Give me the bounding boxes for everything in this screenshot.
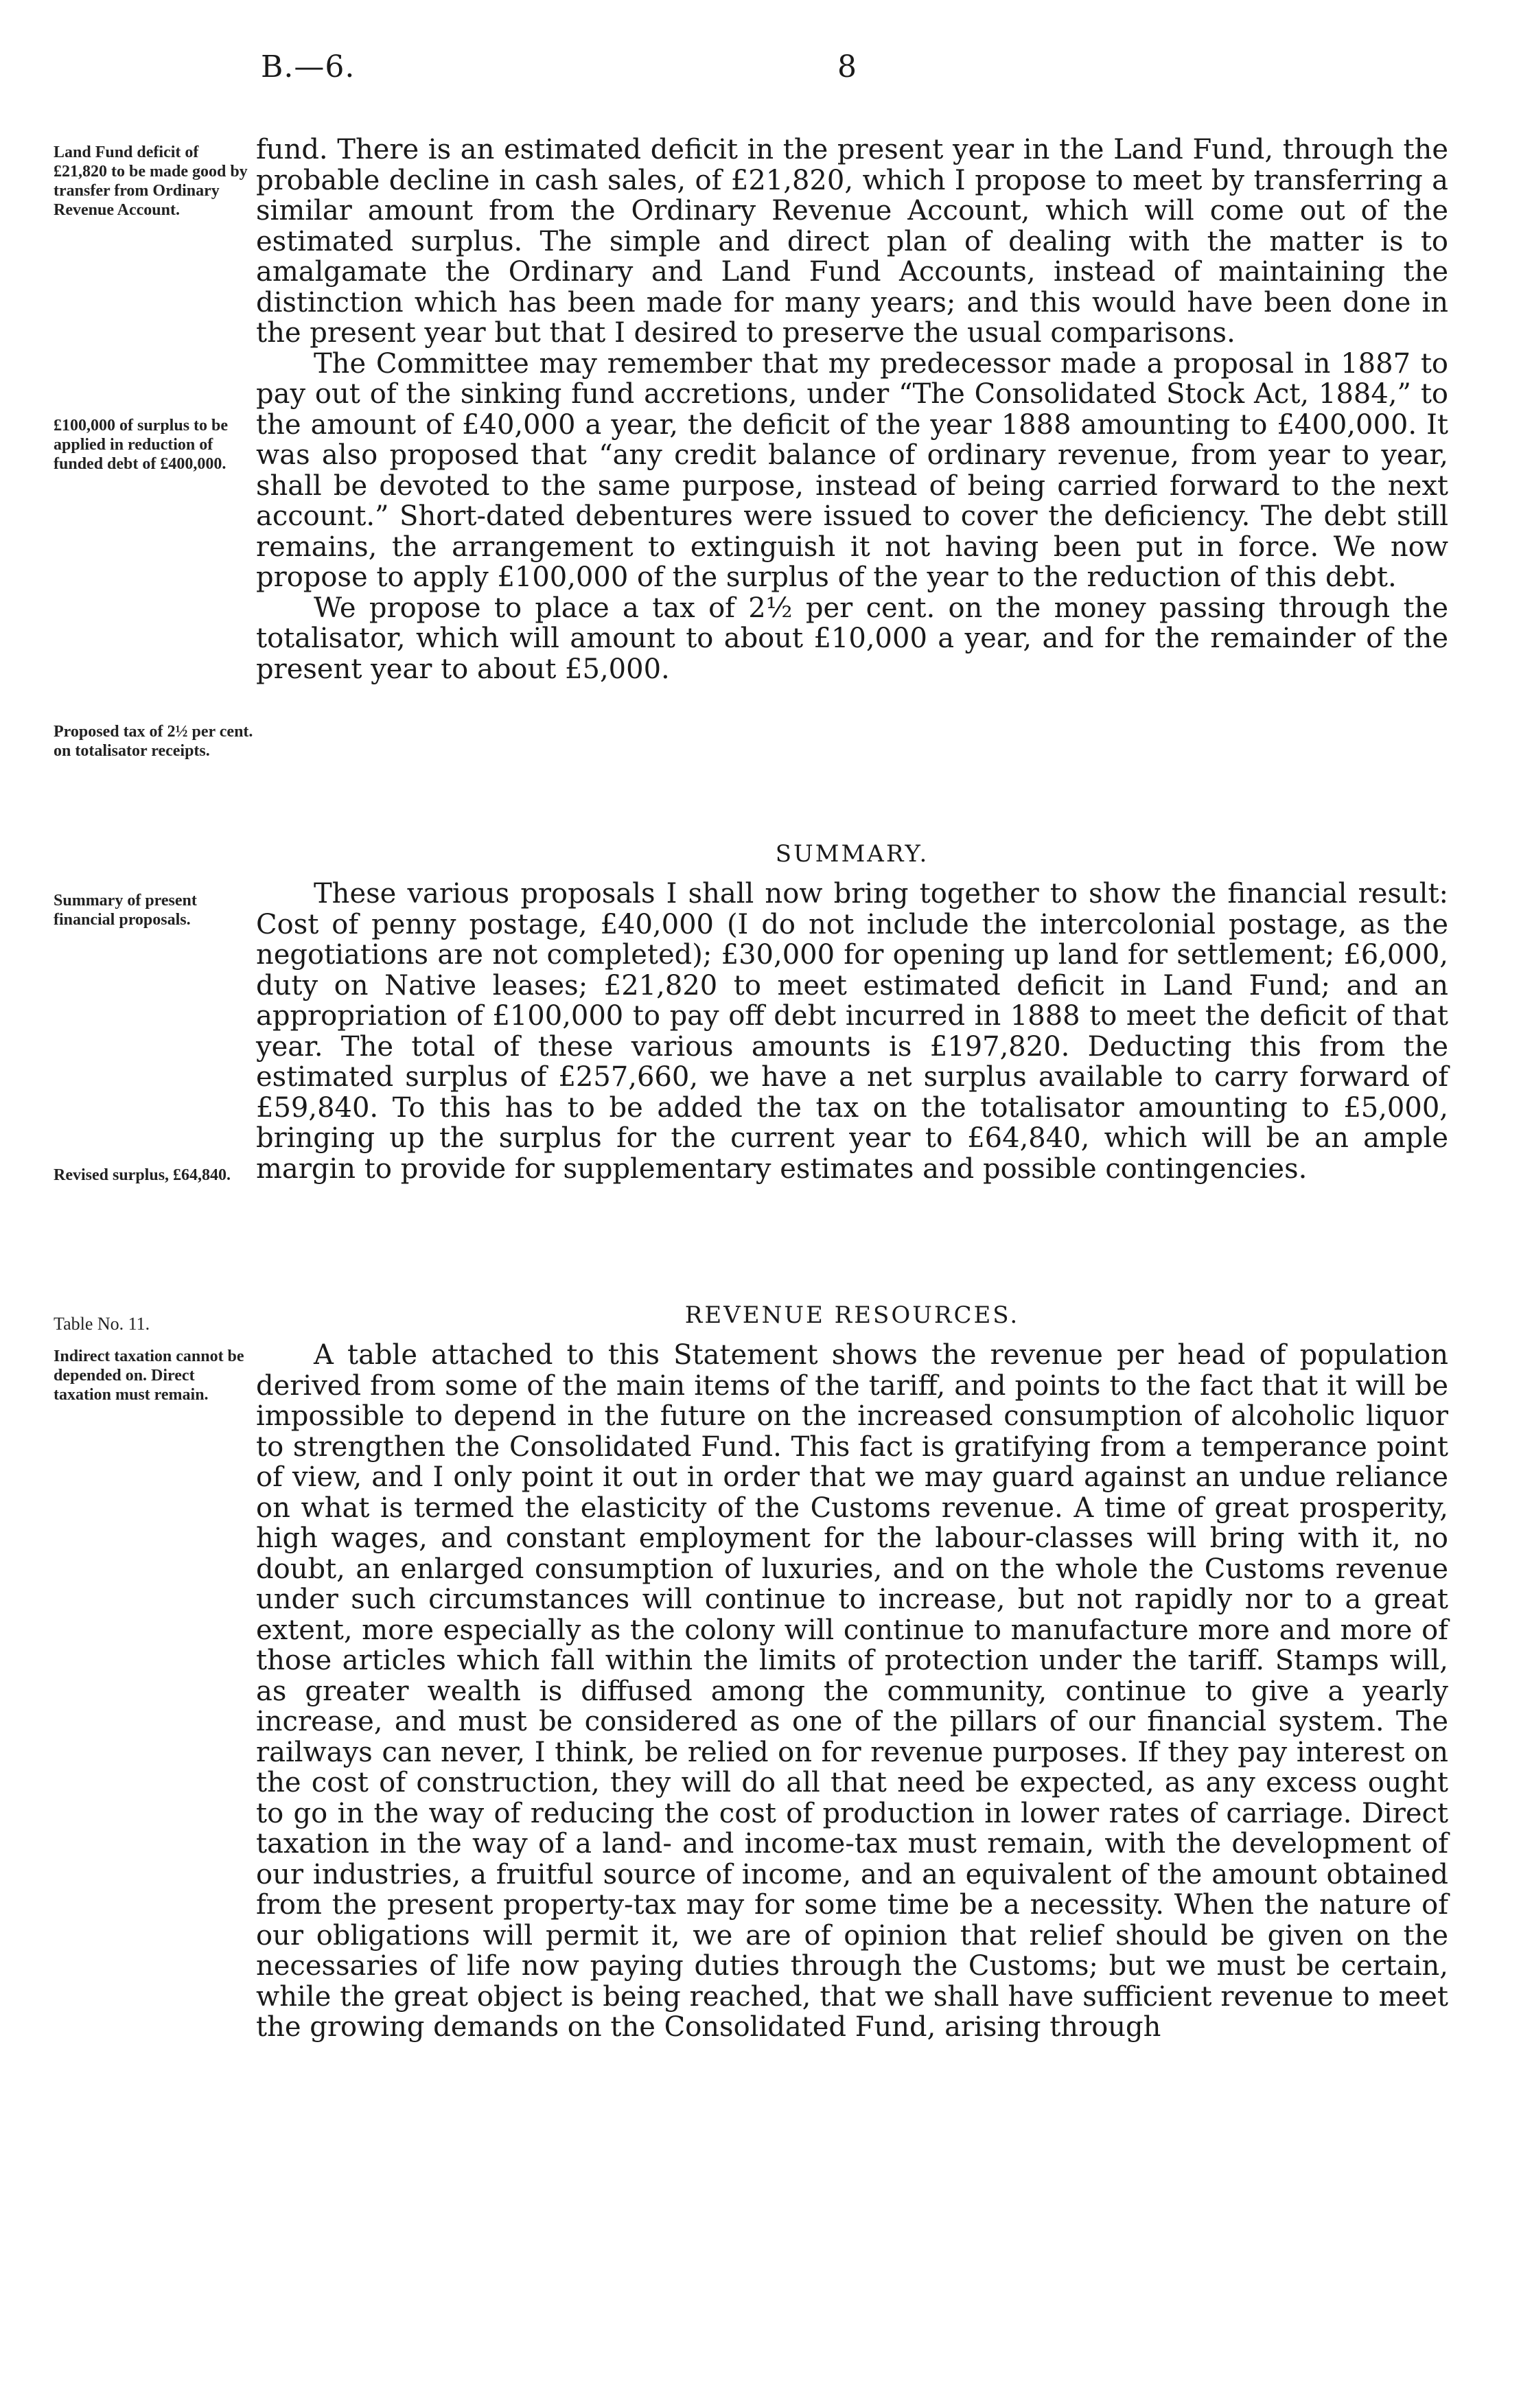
heading-revenue-resources: REVENUE RESOURCES. — [684, 1301, 1020, 1329]
body-section-summary — [256, 879, 1448, 1184]
document-reference: B.—6. — [261, 49, 356, 84]
body-section-revenue — [256, 1340, 1448, 2043]
paragraph-debt-reduction: The Committee may remember that my predecessor made a proposal in 1887 to pay out of the sinking fund accretions, under “The Consolidated Stock Act, 1884,” to the amount of £40,000 a year, the deficit of the year 1888 amounting to £400,000. It was also proposed that “any credit balance of ordinary revenue, from year to year, shall be devoted to the same purpose, instead of being carried forward to the next account.” Short-dated debentures were issued to cover the deficiency. The debt still remains, the arrangement to extinguish it not having been put in force. We now propose to apply £100,000 of the surplus of the year to the reduction of this debt. — [256, 347, 1448, 593]
heading-summary: SUMMARY. — [775, 840, 929, 868]
body-section-land-fund — [256, 135, 1448, 684]
paragraph-land-fund: fund. There is an estimated deficit in the present year in the Land Fund, through the probable decline in cash sales, of £21,820, which I propose to meet by transferring a similar amount from the Ordinary Revenue Account, which will come out of the estimated surplus. The simple and direct plan of dealing with the matter is to amalgamate the Ordinary and Land Fund Accounts, instead of maintaining the distinction which has been made for many years; and this would have been done in the present year but that I desired to preserve the usual comparisons. — [256, 134, 1448, 349]
margin-note-totalisator-tax: Proposed tax of 2½ per cent. on totalisator receipts. — [54, 723, 253, 760]
margin-note-table-reference: Table No. 11. — [54, 1314, 150, 1334]
margin-note-taxation: Indirect taxation cannot be depended on. Direct taxation must remain. — [54, 1347, 244, 1404]
margin-note-summary: Summary of present financial proposals. — [54, 892, 197, 929]
margin-note-debt-reduction: £100,000 of surplus to be applied in reduction of funded debt of £400,000. — [54, 417, 229, 473]
margin-note-land-fund: Land Fund deficit of £21,820 to be made good by transfer from Ordinary Revenue Account. — [54, 143, 248, 219]
page-header — [0, 49, 1532, 104]
paragraph-revenue: A table attached to this Statement shows the revenue per head of population derived from some of the main items of the tariff, and points to the fact that it will be impossible to depend in the future on the increased consumption of alcoholic liquor to strengthen the Consolidated Fund. This fact is gratifying from a temperance point of view, and I only point it out in order that we may guard against an undue reliance on what is termed the elasticity of the Customs revenue. A time of great prosperity, high wages, and constant employment for the labour-classes will bring with it, no doubt, an enlarged consumption of luxuries, and on the whole the Customs revenue under such circumstances will continue to increase, but not rapidly nor to a great extent, more especially as the colony will continue to manufacture more and more of those articles which fall within the limits of protection under the tariff. Stamps will, as greater wealth is diffused among the community, continue to give a yearly increase, and must be considered as one of the pillars of our financial system. The railways can never, I think, be relied on for revenue purposes. If they pay interest on the cost of construction, they will do all that need be expected, as any excess ought to go in the way of reducing the cost of production in lower rates of carriage. Direct taxation in the way of a land- and income-tax must remain, with the development of our industries, a fruitful source of income, and an equivalent of the amount obtained from the present property-tax may for some time be a necessity. When the nature of our obligations will permit it, we are of opinion that relief should be given on the necessaries of life now paying duties through the Customs; but we must be certain, while the great object is being reached, that we shall have sufficient revenue to meet the growing demands on the Consolidated Fund, arising through — [256, 1339, 1448, 2043]
paragraph-summary: These various proposals I shall now bring together to show the financial result: Cost of penny postage, £40,000 (I do not include the intercolonial postage, as the negotiations are not completed); £30,000 for opening up land for settlement; £6,000, duty on Native leases; £21,820 to meet estimated deficit in Land Fund; and an appropriation of £100,000 to pay off debt incurred in 1888 to meet the deficit of that year. The total of these various amounts is £197,820. Deducting this from the estimated surplus of £257,660, we have a net surplus available to carry forward of £59,840. To this has to be added the tax on the totalisator amounting to £5,000, bringing up the surplus for the current year to £64,840, which will be an ample margin to provide for supplementary estimates and possible contingencies. — [256, 878, 1448, 1185]
paragraph-totalisator: We propose to place a tax of 2½ per cent. on the money passing through the totalisator, which will amount to about £10,000 a year, and for the remainder of the present year to about £5,000. — [256, 592, 1448, 685]
page-number: 8 — [837, 49, 857, 84]
margin-note-revised-surplus: Revised surplus, £64,840. — [54, 1166, 231, 1184]
